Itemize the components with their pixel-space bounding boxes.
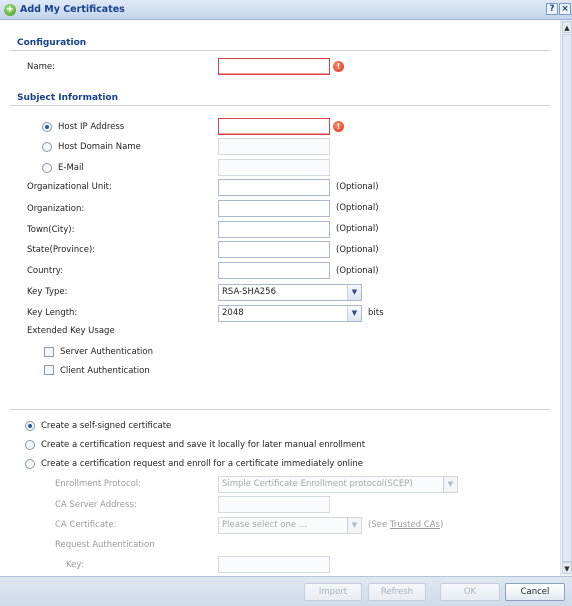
- key-length-select[interactable]: [218, 305, 362, 322]
- optional-text: (Optional): [336, 182, 379, 192]
- host-domain-label: Host Domain Name: [58, 142, 141, 152]
- key-label: Key:: [66, 560, 84, 570]
- key-type-value: RSA-SHA256: [222, 287, 276, 297]
- country-input[interactable]: [218, 262, 330, 279]
- country-label: Country:: [27, 266, 64, 276]
- error-icon: !: [333, 121, 344, 132]
- client-auth-checkbox[interactable]: [44, 365, 54, 375]
- optional-text: (Optional): [336, 224, 379, 234]
- state-label: State(Province):: [27, 245, 96, 255]
- vertical-scrollbar[interactable]: [560, 20, 572, 576]
- request-auth-label: Request Authentication: [55, 540, 155, 550]
- key-input[interactable]: [218, 556, 330, 573]
- cancel-button[interactable]: Cancel: [505, 583, 565, 601]
- enrollment-protocol-select[interactable]: [218, 476, 458, 493]
- subject-section-title: Subject Information: [17, 93, 119, 103]
- organization-label: Organization:: [27, 204, 85, 214]
- refresh-button[interactable]: Refresh: [368, 583, 426, 601]
- chevron-down-icon[interactable]: ▼: [347, 285, 361, 300]
- key-type-select[interactable]: [218, 284, 362, 301]
- add-icon: +: [5, 4, 15, 15]
- enrollment-protocol-value: Simple Certificate Enrollment protocol(SCEP): [222, 479, 413, 489]
- email-input[interactable]: [218, 159, 330, 176]
- server-auth-label: Server Authentication: [60, 347, 153, 357]
- ca-certificate-placeholder: Please select one ...: [222, 520, 307, 530]
- host-domain-radio[interactable]: [42, 142, 52, 152]
- configuration-section-title: Configuration: [17, 38, 87, 48]
- optional-text: (Optional): [336, 266, 379, 276]
- ca-server-label: CA Server Address:: [55, 500, 137, 510]
- email-label: E-Mail: [58, 163, 84, 173]
- ca-certificate-select[interactable]: [218, 517, 362, 534]
- trusted-cas-link[interactable]: Trusted CAs: [389, 520, 440, 530]
- section-divider: [10, 105, 550, 106]
- state-input[interactable]: [218, 241, 330, 258]
- client-auth-label: Client Authentication: [60, 366, 150, 376]
- organization-input[interactable]: [218, 200, 330, 217]
- dialog-footer: [0, 576, 572, 606]
- scroll-up-icon[interactable]: ▲: [562, 21, 572, 33]
- key-type-label: Key Type:: [27, 287, 68, 297]
- see-trusted-cas: [368, 520, 443, 530]
- host-ip-input[interactable]: [218, 118, 330, 135]
- server-auth-checkbox[interactable]: [44, 347, 54, 357]
- optional-text: (Optional): [336, 245, 379, 255]
- key-length-value: 2048: [222, 308, 244, 318]
- chevron-down-icon[interactable]: ▼: [347, 306, 361, 321]
- enrollment-protocol-label: Enrollment Protocol:: [55, 479, 142, 489]
- eku-label: Extended Key Usage: [27, 326, 115, 336]
- help-icon[interactable]: ?: [546, 3, 558, 15]
- error-icon: !: [333, 61, 344, 72]
- key-length-unit: bits: [368, 308, 384, 318]
- name-label: Name:: [27, 62, 55, 72]
- ca-certificate-label: CA Certificate:: [55, 520, 117, 530]
- request-local-radio[interactable]: [25, 440, 35, 450]
- name-input[interactable]: [218, 58, 330, 75]
- see-suffix: ): [439, 520, 444, 530]
- section-divider: [10, 50, 550, 51]
- self-signed-label: Create a self-signed certificate: [41, 421, 172, 431]
- town-input[interactable]: [218, 221, 330, 238]
- scrollbar-thumb[interactable]: [562, 34, 572, 562]
- scroll-down-icon[interactable]: ▼: [562, 562, 572, 574]
- host-ip-label: Host IP Address: [58, 122, 125, 132]
- optional-text: (Optional): [336, 203, 379, 213]
- host-ip-radio[interactable]: [42, 122, 52, 132]
- request-online-label: Create a certification request and enroll for a certificate immediately online: [41, 459, 364, 469]
- host-domain-input[interactable]: [218, 138, 330, 155]
- org-unit-input[interactable]: [218, 179, 330, 196]
- dialog-titlebar: [0, 0, 572, 20]
- town-label: Town(City):: [27, 225, 75, 235]
- request-local-label: Create a certification request and save it locally for later manual enrollment: [41, 440, 366, 450]
- section-divider: [10, 409, 550, 410]
- request-online-radio[interactable]: [25, 459, 35, 469]
- dialog-title: Add My Certificates: [20, 4, 125, 15]
- ok-button[interactable]: OK: [440, 583, 500, 601]
- org-unit-label: Organizational Unit:: [27, 182, 112, 192]
- chevron-down-icon[interactable]: ▼: [347, 518, 361, 533]
- close-icon[interactable]: ×: [559, 3, 571, 15]
- see-prefix: (See: [368, 520, 390, 530]
- self-signed-radio[interactable]: [25, 421, 35, 431]
- ca-server-input[interactable]: [218, 496, 330, 513]
- email-radio[interactable]: [42, 163, 52, 173]
- dialog-content: [0, 20, 560, 576]
- key-length-label: Key Length:: [27, 308, 78, 318]
- chevron-down-icon[interactable]: ▼: [443, 477, 457, 492]
- import-button[interactable]: Import: [304, 583, 362, 601]
